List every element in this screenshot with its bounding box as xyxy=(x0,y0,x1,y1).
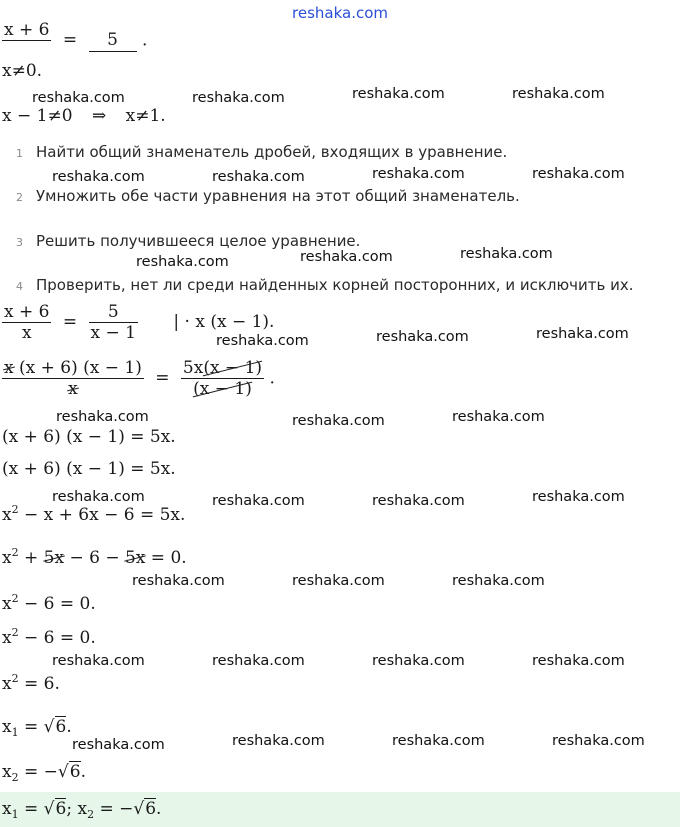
watermark: reshaka.com xyxy=(460,246,553,262)
watermark: reshaka.com xyxy=(192,90,285,106)
watermark: reshaka.com xyxy=(32,90,125,106)
watermark: reshaka.com xyxy=(300,249,393,265)
watermark: reshaka.com xyxy=(372,653,465,669)
watermark: reshaka.com xyxy=(52,169,145,185)
watermark: reshaka.com xyxy=(136,254,229,270)
watermark: reshaka.com xyxy=(52,653,145,669)
equation-5: $\frac{x + 6}{x}$ = $\frac{5}{x - 1}$ | · x (x − 1). xyxy=(4,302,275,344)
equation-10: $x^2 + 5x - 6 - 5x = 0$. xyxy=(2,546,187,568)
watermark: reshaka.com xyxy=(212,653,305,669)
step-2: 2 Умножить обе части уравнения на этот общий знаменатель. xyxy=(16,187,520,205)
equation-15: $x_2 = -√6$. xyxy=(2,762,86,784)
equation-12: $x^2 - 6 = 0$. xyxy=(2,626,96,648)
watermark: reshaka.com xyxy=(532,489,625,505)
watermark: reshaka.com xyxy=(132,573,225,589)
watermark: reshaka.com xyxy=(392,733,485,749)
watermark: reshaka.com xyxy=(552,733,645,749)
watermark: reshaka.com xyxy=(532,166,625,182)
watermark: reshaka.com xyxy=(452,573,545,589)
watermark: reshaka.com xyxy=(352,86,445,102)
watermark: reshaka.com xyxy=(452,409,545,425)
step-3: 3 Решить получившееся целое уравнение. xyxy=(16,232,361,250)
fraction-left: x + 6 xyxy=(4,20,50,40)
equation-line-2: x≠0. xyxy=(2,61,43,81)
equation-line-3: x − 1≠0 ⇒ x≠1. xyxy=(2,106,166,126)
equation-7: (x + 6) (x − 1) = 5x. xyxy=(2,427,176,447)
watermark: reshaka.com xyxy=(56,409,149,425)
fraction-right: 5 xyxy=(89,30,137,51)
watermark: reshaka.com xyxy=(52,489,145,505)
watermark: reshaka.com xyxy=(232,733,325,749)
answer-line: $x_1 = √6$; $x_2 = -√6$. xyxy=(2,799,162,821)
watermark: reshaka.com xyxy=(372,493,465,509)
watermark: reshaka.com xyxy=(292,413,385,429)
equation-8: (x + 6) (x − 1) = 5x. xyxy=(2,459,176,479)
watermark: reshaka.com xyxy=(512,86,605,102)
watermark: reshaka.com xyxy=(536,326,629,342)
watermark: reshaka.com xyxy=(292,573,385,589)
watermark: reshaka.com xyxy=(72,737,165,753)
equation-13: $x^2 = 6$. xyxy=(2,672,60,694)
equation-9: $x^2 - x + 6x - 6 = 5x$. xyxy=(2,503,186,525)
equation-6: $\frac{x (x + 6) (x - 1)}{x}$ = $\frac{5x(x - 1)}{(x - 1)}$ . xyxy=(4,358,275,400)
watermark: reshaka.com xyxy=(376,329,469,345)
equation-14: $x_1 = √6$. xyxy=(2,717,72,739)
watermark: reshaka.com xyxy=(216,333,309,349)
site-header[interactable]: reshaka.com xyxy=(292,4,388,22)
watermark: reshaka.com xyxy=(212,169,305,185)
step-4: 4 Проверить, нет ли среди найденных корней посторонних, и исключить их. xyxy=(16,276,634,294)
equation-11: $x^2 - 6 = 0$. xyxy=(2,592,96,614)
watermark: reshaka.com xyxy=(372,166,465,182)
equation-line-1: x + 6 = 5 . xyxy=(2,20,147,62)
step-1: 1 Найти общий знаменатель дробей, входящих в уравнение. xyxy=(16,143,508,161)
watermark: reshaka.com xyxy=(212,493,305,509)
watermark: reshaka.com xyxy=(532,653,625,669)
